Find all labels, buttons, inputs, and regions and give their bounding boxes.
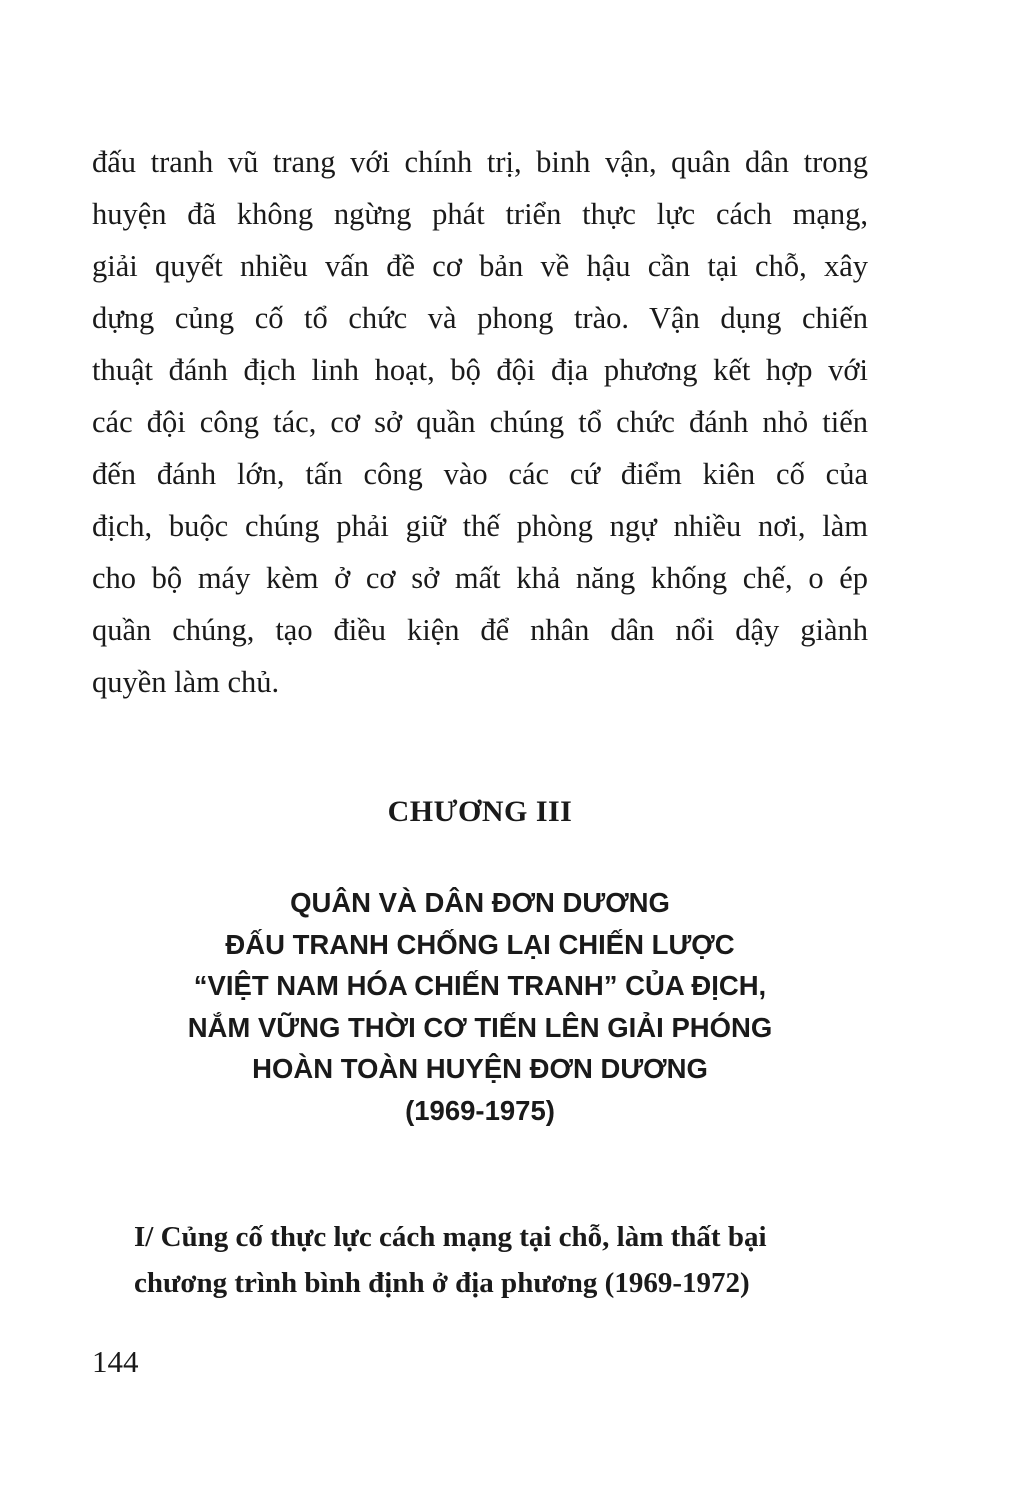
chapter-title-line: QUÂN VÀ DÂN ĐƠN DƯƠNG: [290, 887, 670, 918]
section-heading-line: I/ Củng cố thực lực cách mạng tại chỗ, làm thất bại: [134, 1221, 767, 1253]
section-heading: [134, 1214, 870, 1306]
paragraph-line: giải quyết nhiều vấn đề cơ bản về hậu cần tại chỗ, xây: [92, 249, 868, 283]
paragraph-line: dựng củng cố tổ chức và phong trào. Vận dụng chiến: [92, 301, 868, 335]
paragraph-line: đến đánh lớn, tấn công vào các cứ điểm kiên cố của: [92, 457, 868, 491]
body-paragraph: [92, 136, 868, 708]
chapter-title-line: “VIỆT NAM HÓA CHIẾN TRANH” CỦA ĐỊCH,: [193, 970, 767, 1001]
chapter-label: CHƯƠNG III: [387, 795, 573, 828]
page-number: 144: [92, 1344, 139, 1379]
chapter-title-line: HOÀN TOÀN HUYỆN ĐƠN DƯƠNG: [252, 1053, 708, 1084]
paragraph-line: quyền làm chủ.: [92, 665, 280, 699]
chapter-title-line: (1969-1975): [405, 1094, 555, 1126]
paragraph-line: địch, buộc chúng phải giữ thế phòng ngự nhiều nơi, làm: [92, 509, 868, 543]
chapter-title-line: NẮM VỮNG THỜI CƠ TIẾN LÊN GIẢI PHÓNG: [187, 1011, 773, 1043]
chapter-title-line: ĐẤU TRANH CHỐNG LẠI CHIẾN LƯỢC: [225, 928, 735, 960]
paragraph-line: quần chúng, tạo điều kiện để nhân dân nổi dậy giành: [92, 613, 868, 647]
paragraph-line: huyện đã không ngừng phát triển thực lực cách mạng,: [92, 197, 868, 231]
section-heading-line: chương trình bình định ở địa phương (1969-1972): [134, 1267, 750, 1299]
paragraph-line: các đội công tác, cơ sở quần chúng tổ chức đánh nhỏ tiến: [92, 405, 868, 439]
paragraph-line: thuật đánh địch linh hoạt, bộ đội địa phương kết hợp với: [92, 353, 868, 387]
chapter-title: [0, 882, 960, 1131]
paragraph-line: đấu tranh vũ trang với chính trị, binh vận, quân dân trong: [92, 145, 868, 179]
paragraph-line: cho bộ máy kèm ở cơ sở mất khả năng khống chế, o ép: [92, 561, 868, 595]
